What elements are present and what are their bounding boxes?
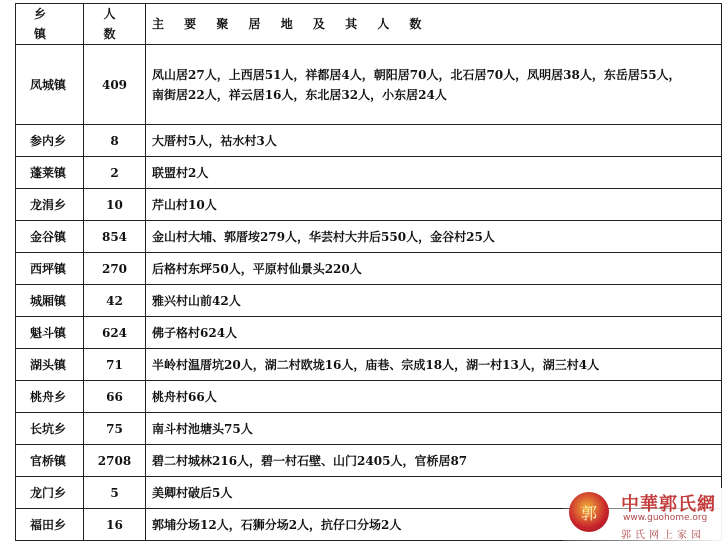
table-row [16, 445, 722, 477]
town-cell: 金谷镇 [16, 221, 84, 253]
header-row [16, 4, 722, 45]
population-cell: 8 [84, 125, 146, 157]
detail-line: 大厝村5人，祜水村3人 [152, 133, 277, 148]
population-cell: 854 [84, 221, 146, 253]
town-cell: 桃舟乡 [16, 381, 84, 413]
table-row [16, 285, 722, 317]
detail-cell [146, 45, 722, 125]
table-row [16, 45, 722, 125]
town-cell: 西坪镇 [16, 253, 84, 285]
town-cell: 龙门乡 [16, 477, 84, 509]
table-row [16, 157, 722, 189]
population-cell: 75 [84, 413, 146, 445]
detail-cell [146, 253, 722, 285]
detail-line: 美卿村破后5人 [152, 485, 233, 500]
table-row [16, 349, 722, 381]
detail-line: 金山村大埔、郭厝垵279人，华芸村大井后550人，金谷村25人 [152, 229, 495, 244]
detail-line: 后格村东坪50人，平原村仙景头220人 [152, 261, 362, 276]
detail-line: 南斗村池塘头75人 [152, 421, 253, 436]
table-row [16, 317, 722, 349]
town-cell: 参内乡 [16, 125, 84, 157]
site-watermark [563, 488, 723, 544]
header-population: 人 数 [84, 4, 146, 45]
population-cell: 624 [84, 317, 146, 349]
population-cell: 5 [84, 477, 146, 509]
town-cell: 福田乡 [16, 509, 84, 541]
detail-cell [146, 221, 722, 253]
detail-line: 佛子格村624人 [152, 325, 238, 340]
detail-line: 郭埔分场12人，石狮分场2人，抗仔口分场2人 [152, 517, 402, 532]
detail-line-2: 南街居22人，祥云居16人，东北居32人，小东居24人 [152, 87, 447, 102]
detail-line: 联盟村2人 [152, 165, 209, 180]
town-cell: 湖头镇 [16, 349, 84, 381]
detail-line: 桃舟村66人 [152, 389, 217, 404]
detail-cell [146, 317, 722, 349]
population-cell: 270 [84, 253, 146, 285]
detail-cell [146, 285, 722, 317]
detail-cell [146, 381, 722, 413]
table-row [16, 221, 722, 253]
watermark-url: www.guohome.org [623, 513, 708, 523]
header-town: 乡 镇 [16, 4, 84, 45]
table-row [16, 125, 722, 157]
population-cell: 2 [84, 157, 146, 189]
table-body [16, 45, 722, 541]
detail-cell [146, 189, 722, 221]
detail-line: 半岭村温厝坑20人，湖二村欧垅16人，庙巷、宗成18人，湖一村13人，湖三村4人 [152, 357, 600, 372]
population-cell: 71 [84, 349, 146, 381]
town-cell: 龙涓乡 [16, 189, 84, 221]
detail-cell [146, 413, 722, 445]
watermark-title: 中華郭氏網 [621, 494, 716, 515]
population-cell: 2708 [84, 445, 146, 477]
watermark-subtitle: 郭氏网上家园 [621, 530, 705, 541]
detail-line: 凤山居27人，上西居51人，祥都居4人，朝阳居70人，北石居70人，凤明居38人，东岳居55人， [152, 67, 681, 82]
population-cell: 16 [84, 509, 146, 541]
table-row [16, 381, 722, 413]
detail-cell [146, 125, 722, 157]
town-cell: 蓬莱镇 [16, 157, 84, 189]
population-table [15, 3, 722, 541]
population-cell: 66 [84, 381, 146, 413]
population-cell: 42 [84, 285, 146, 317]
town-cell: 凤城镇 [16, 45, 84, 125]
town-cell: 官桥镇 [16, 445, 84, 477]
table-row [16, 189, 722, 221]
population-cell: 409 [84, 45, 146, 125]
table-row [16, 253, 722, 285]
detail-line: 芹山村10人 [152, 197, 217, 212]
header-detail: 主 要 聚 居 地 及 其 人 数 [146, 4, 722, 45]
detail-line: 碧二村城林216人，碧一村石壁、山门2405人，官桥居87 [152, 453, 468, 468]
town-cell: 魁斗镇 [16, 317, 84, 349]
detail-cell [146, 349, 722, 381]
detail-cell [146, 157, 722, 189]
guo-seal-logo: 郭 [569, 492, 609, 532]
population-cell: 10 [84, 189, 146, 221]
detail-line: 雅兴村山前42人 [152, 293, 241, 308]
table-row [16, 413, 722, 445]
detail-cell [146, 445, 722, 477]
town-cell: 城厢镇 [16, 285, 84, 317]
town-cell: 长坑乡 [16, 413, 84, 445]
